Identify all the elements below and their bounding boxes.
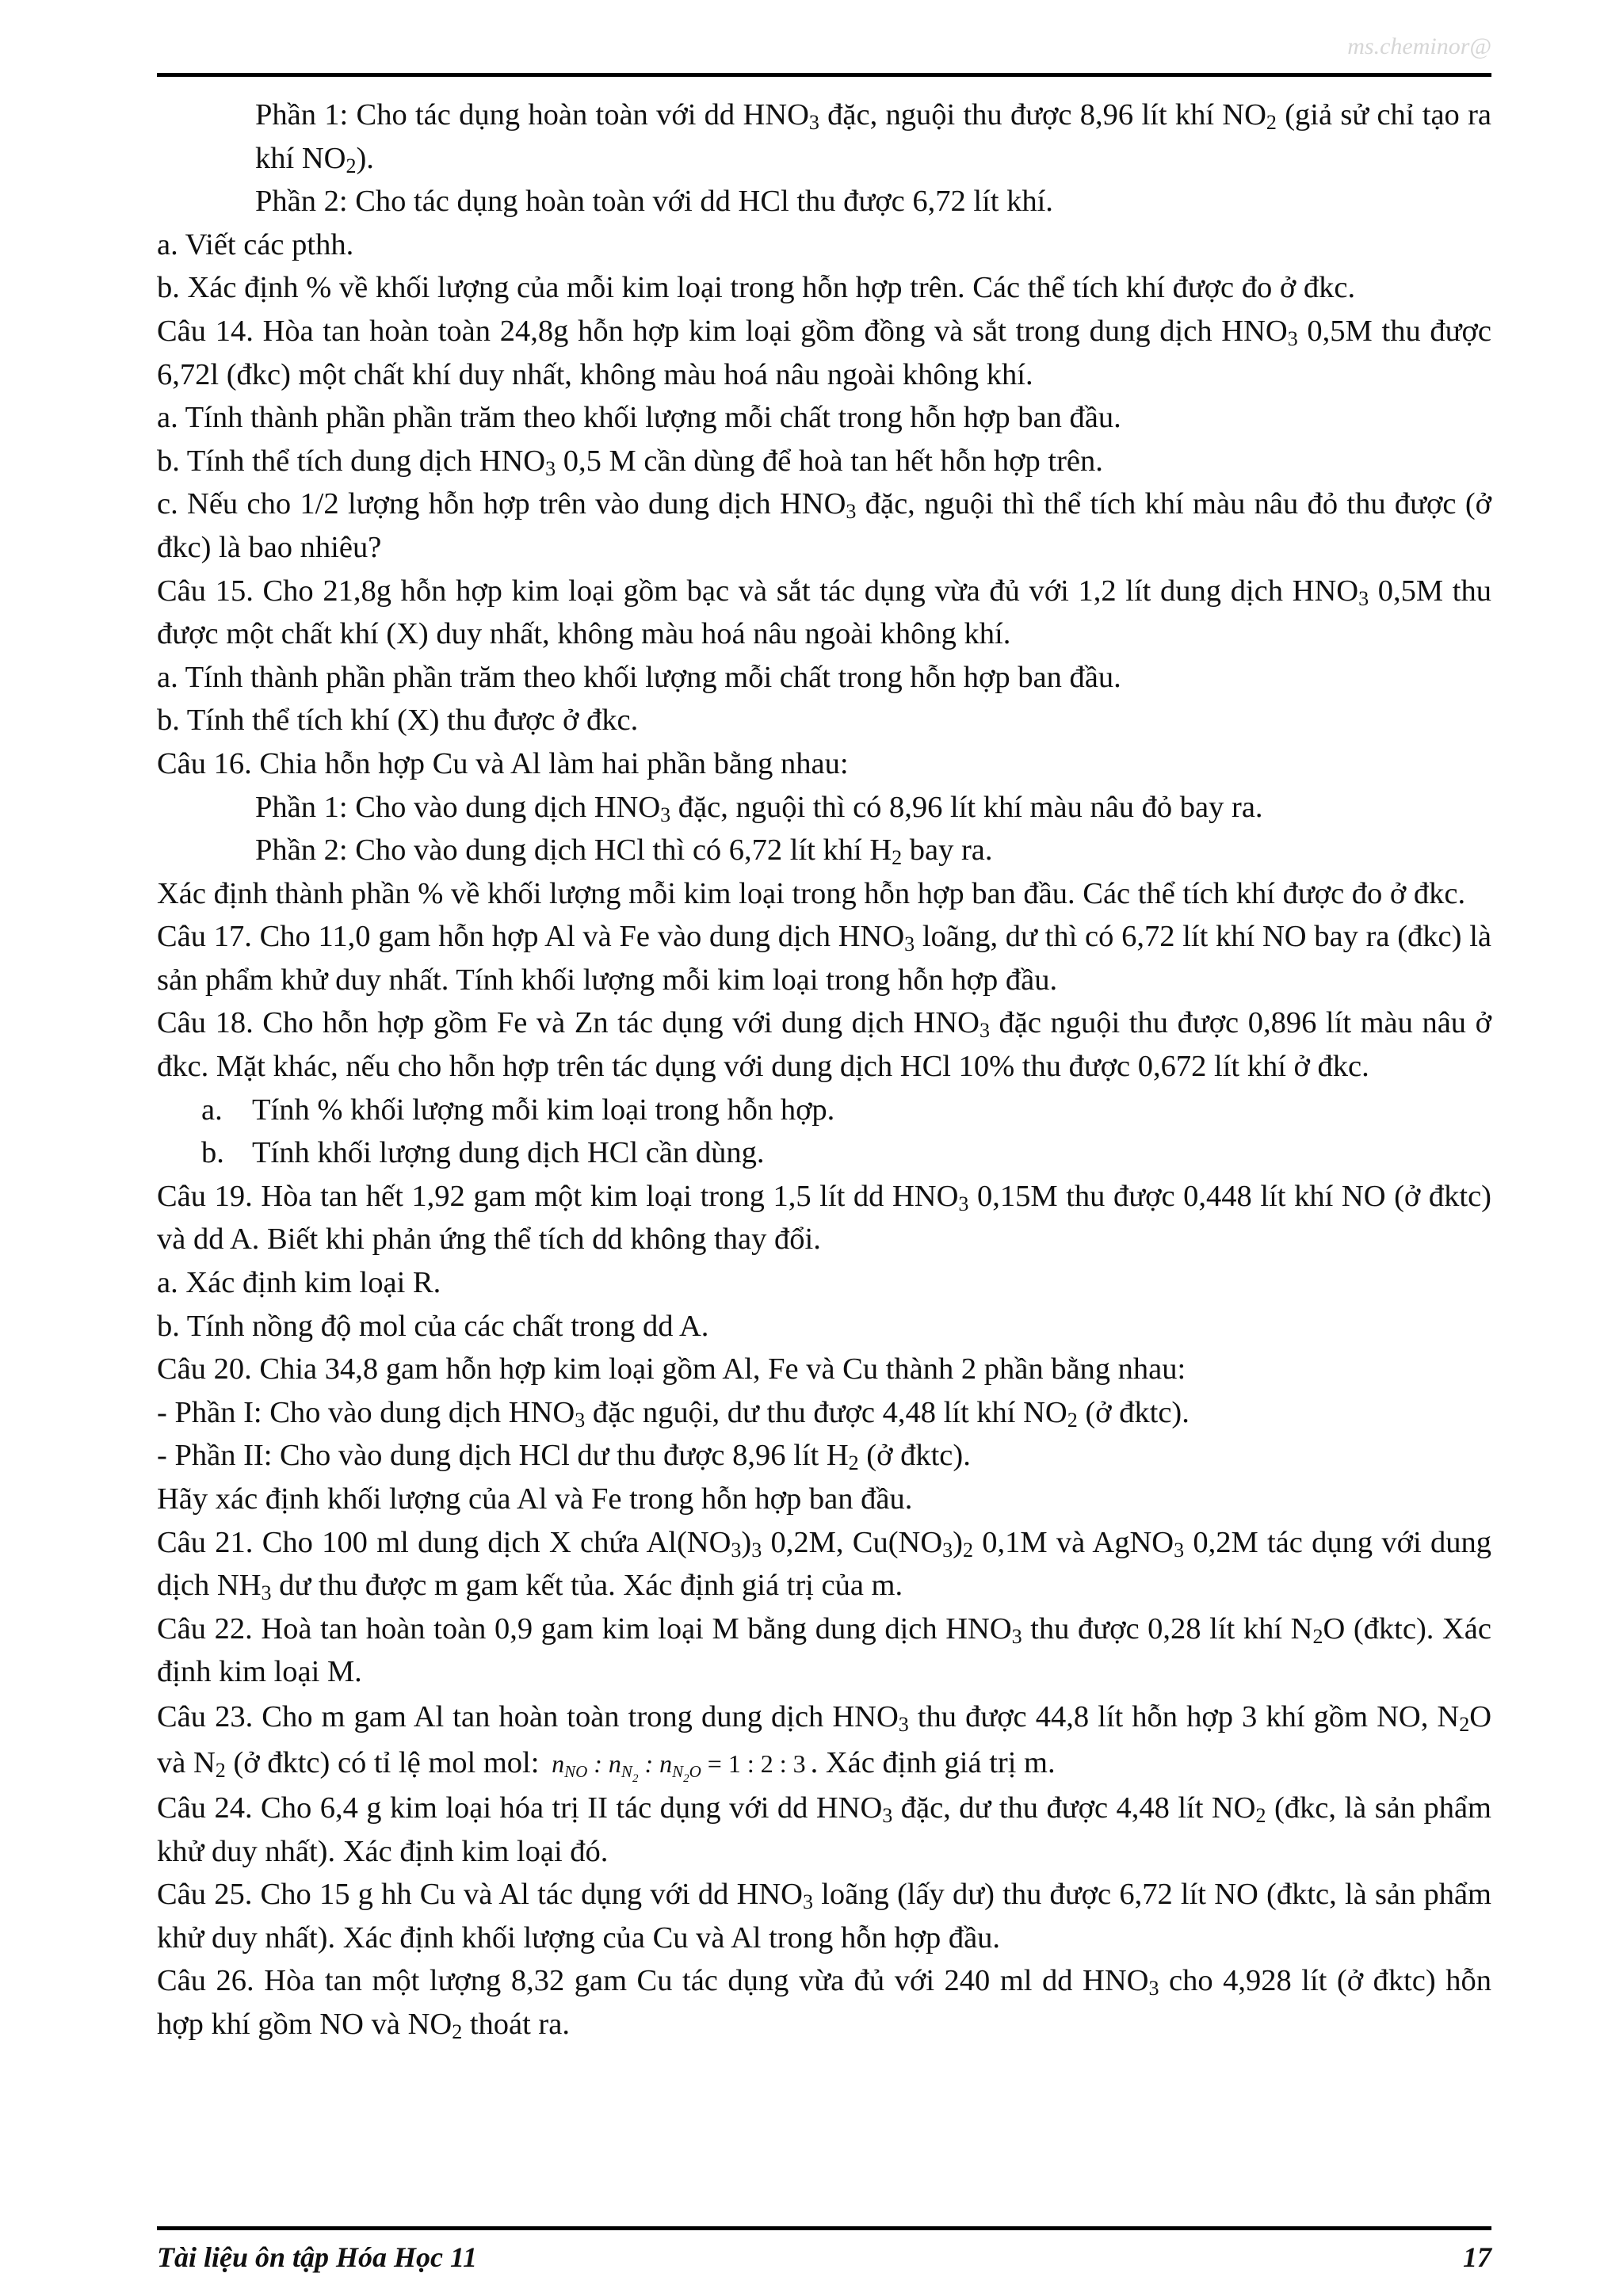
footer-title: Tài liệu ôn tập Hóa Học 11: [157, 2241, 478, 2273]
q14-b: b. Tính thể tích dung dịch $HNO_3$ 0,5 M cần dùng để hoà tan hết hỗn hợp trên.: [157, 444, 1103, 480]
question-19: Câu 19. Hòa tan hết 1,92 gam một kim loại trong 1,5 lít dd $HNO_3$ 0,15M thu được 0,448 lít khí NO (ở đktc) và dd A. Biết khi phản ứng thể tích dd không thay đổi.: [157, 1179, 1491, 1257]
question-23: Câu 23. Cho m gam Al tan hoàn toàn trong dung dịch $HNO_3$ thu được 44,8 lít hỗn hợp 3 khí gồm NO, $N_2O$ và $N_2$ (ở đktc) có tỉ lệ mol mol: $n_{NO}$ : $n_{N_2}$ : $n_{N_2O} = 1$ : 2 : 3 . Xác định giá trị m.: [157, 1699, 1491, 1785]
q14-c: c. Nếu cho 1/2 lượng hỗn hợp trên vào dung dịch $HNO_3$ đặc, nguội thì thể tích khí màu nâu đỏ thu được (ở đkc) là bao nhiêu?: [157, 487, 1491, 564]
question-25: Câu 25. Cho 15 g hh Cu và Al tác dụng với dd $HNO_3$ loãng (lấy dư) thu được 6,72 lít NO (đktc, là sản phẩm khử duy nhất). Xác định khối lượng của Cu và Al trong hỗn hợp đầu.: [157, 1878, 1492, 1955]
top-rule: [157, 73, 1491, 77]
q18-b: b. Tính khối lượng dung dịch HCl cần dùng.: [201, 1136, 765, 1170]
question-16: Câu 16. Chia hỗn hợp Cu và Al làm hai phần bằng nhau:: [157, 746, 849, 780]
q13-a: a. Viết các pthh.: [157, 227, 354, 261]
page-content: [157, 93, 1491, 2046]
q16-part-1: Phần 1: Cho vào dung dịch $HNO_3$ đặc, nguội thì có 8,96 lít khí màu nâu đỏ bay ra.: [255, 790, 1263, 826]
question-22: Câu 22. Hoà tan hoàn toàn 0,9 gam kim loại M bằng dung dịch $HNO_3$ thu được 0,28 lít khí $N_2O$ (đktc). Xác định kim loại M.: [157, 1611, 1491, 1689]
q18-a: a. Tính % khối lượng mỗi kim loại trong hỗn hợp.: [201, 1093, 835, 1127]
q16-task: Xác định thành phần % về khối lượng mỗi kim loại trong hỗn hợp ban đầu. Các thể tích khí được đo ở đkc.: [157, 876, 1466, 910]
q13-b: b. Xác định % về khối lượng của mỗi kim loại trong hỗn hợp trên. Các thể tích khí được đo ở đkc.: [157, 271, 1356, 305]
question-18: Câu 18. Cho hỗn hợp gồm Fe và Zn tác dụng với dung dịch $HNO_3$ đặc nguội thu được 0,896 lít màu nâu ở đkc. Mặt khác, nếu cho hỗn hợp trên tác dụng với dung dịch HCl 10% thu được 0,672 lít khí ở đkc.: [157, 1006, 1491, 1084]
bottom-rule: [157, 2226, 1491, 2230]
q20-task: Hãy xác định khối lượng của Al và Fe trong hỗn hợp ban đầu.: [157, 1482, 913, 1516]
q20-part-1: - Phần I: Cho vào dung dịch $HNO_3$ đặc nguội, dư thu được 4,48 lít khí $NO_2$ (ở đktc).: [157, 1395, 1190, 1432]
page-number: 17: [1463, 2241, 1491, 2273]
part-2: Phần 2: Cho tác dụng hoàn toàn với dd HCl thu được 6,72 lít khí.: [255, 185, 1053, 219]
header-watermark: ms.cheminor@: [1347, 33, 1491, 59]
q16-part-2: Phần 2: Cho vào dung dịch HCl thì có 6,72 lít khí $H_2$ bay ra.: [255, 833, 993, 870]
q15-a: a. Tính thành phần phần trăm theo khối lượng mỗi chất trong hỗn hợp ban đầu.: [157, 660, 1121, 694]
question-26: Câu 26. Hòa tan một lượng 8,32 gam Cu tác dụng vừa đủ với 240 ml dd $HNO_3$ cho 4,928 lít (ở đktc) hỗn hợp khí gồm NO và $NO_2$ thoát ra.: [157, 1964, 1491, 2043]
q15-b: b. Tính thể tích khí (X) thu được ở đkc.: [157, 704, 639, 738]
mol-ratio-formula: $n_{NO}$ : $n_{N_2}$ : $n_{N_2O} = 1$ : 2 : 3: [552, 1749, 806, 1785]
part-1: Phần 1: Cho tác dụng hoàn toàn với dd $HNO_3$ đặc, nguội thu được 8,96 lít khí $NO_2$ (giả sử chỉ tạo ra khí $NO_2$).: [255, 98, 1491, 177]
question-21: Câu 21. Cho 100 ml dung dịch X chứa $Al(NO_3)_3$ 0,2M, $Cu(NO_3)_2$ 0,1M và AgNO$_3$ 0,2M tác dụng với dung dịch $NH_3$ dư thu được m gam kết tủa. Xác định giá trị của m.: [157, 1525, 1491, 1605]
q19-a: a. Xác định kim loại R.: [157, 1266, 441, 1300]
question-14: Câu 14. Hòa tan hoàn toàn 24,8g hỗn hợp kim loại gồm đồng và sắt trong dung dịch $HNO_3$ 0,5M thu được 6,72l (đkc) một chất khí duy nhất, không màu hoá nâu ngoài không khí.: [157, 314, 1491, 391]
question-20: Câu 20. Chia 34,8 gam hỗn hợp kim loại gồm Al, Fe và Cu thành 2 phần bằng nhau:: [157, 1352, 1186, 1386]
question-15: Câu 15. Cho 21,8g hỗn hợp kim loại gồm bạc và sắt tác dụng vừa đủ với 1,2 lít dung dịch $HNO_3$ 0,5M thu được một chất khí (X) duy nhất, không màu hoá nâu ngoài không khí.: [157, 574, 1491, 651]
q20-part-2: - Phần II: Cho vào dung dịch HCl dư thu được 8,96 lít $H_2$ (ở đktc).: [157, 1439, 971, 1475]
q14-a: a. Tính thành phần phần trăm theo khối lượng mỗi chất trong hỗn hợp ban đầu.: [157, 401, 1121, 435]
question-24: Câu 24. Cho 6,4 g kim loại hóa trị II tác dụng với dd $HNO_3$ đặc, dư thu được 4,48 lít $NO_2$ (đkc, là sản phẩm khử duy nhất). Xác định kim loại đó.: [157, 1791, 1492, 1868]
question-17: Câu 17. Cho 11,0 gam hỗn hợp Al và Fe vào dung dịch $HNO_3$ loãng, dư thì có 6,72 lít khí NO bay ra (đkc) là sản phẩm khử duy nhất. Tính khối lượng mỗi kim loại trong hỗn hợp đầu.: [157, 920, 1491, 997]
q19-b: b. Tính nồng độ mol của các chất trong dd A.: [157, 1309, 709, 1343]
